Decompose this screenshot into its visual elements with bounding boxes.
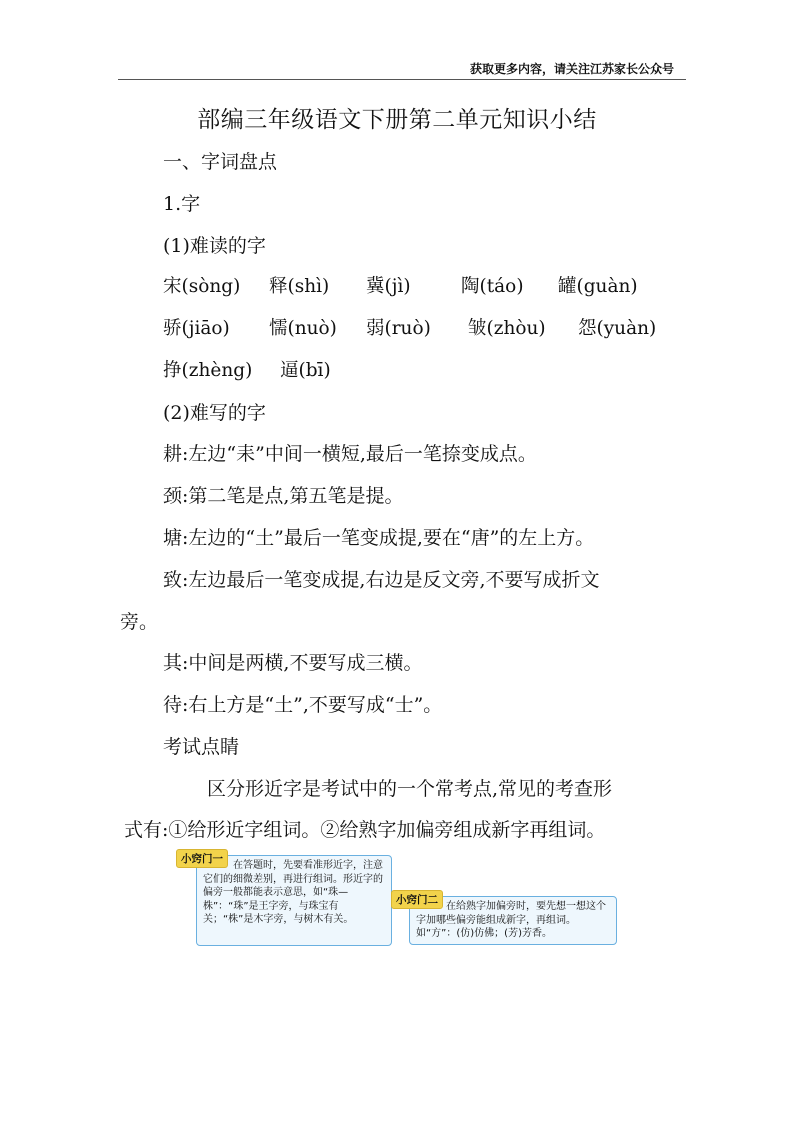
char-item: 弱(ruò) bbox=[366, 318, 431, 339]
exam-heading: 考试点睛 bbox=[163, 736, 240, 758]
page-title: 部编三年级语文下册第二单元知识小结 bbox=[197, 107, 597, 133]
hard-write-line: 其:中间是两横,不要写成三横。 bbox=[163, 652, 423, 674]
hard-write-line: 致:左边最后一笔变成提,右边是反文旁,不要写成折文 bbox=[163, 569, 600, 591]
char-item: 陶(táo) bbox=[461, 276, 524, 297]
char-item: 皱(zhòu) bbox=[468, 318, 546, 339]
hard-write-line: 塘:左边的“土”最后一笔变成提,要在“唐”的左上方。 bbox=[163, 527, 595, 549]
char-item: 罐(guàn) bbox=[558, 276, 638, 297]
tip-box-1 bbox=[196, 855, 392, 946]
char-item: 懦(nuò) bbox=[269, 318, 337, 339]
exam-paragraph-line: 式有:①给形近字组词。②给熟字加偏旁组成新字再组词。 bbox=[124, 819, 606, 841]
section-heading: 一、字词盘点 bbox=[163, 151, 278, 173]
tip-tag-1: 小窍门一 bbox=[176, 849, 228, 868]
char-item: 释(shì) bbox=[269, 276, 330, 297]
hard-write-line: 耕:左边“耒”中间一横短,最后一笔捺变成点。 bbox=[163, 443, 537, 465]
char-item: 怨(yuàn) bbox=[578, 318, 657, 339]
hard-write-line: 颈:第二笔是点,第五笔是提。 bbox=[163, 485, 404, 507]
subsection-heading: 1.字 bbox=[163, 193, 201, 215]
hard-write-line: 待:右上方是“土”,不要写成“士”。 bbox=[163, 694, 443, 716]
char-item: 骄(jiāo) bbox=[163, 318, 230, 339]
hard-read-heading: (1)难读的字 bbox=[163, 235, 266, 257]
hard-write-heading: (2)难写的字 bbox=[163, 402, 266, 424]
char-item: 逼(bī) bbox=[280, 360, 331, 381]
hard-write-line: 旁。 bbox=[120, 611, 159, 633]
char-item: 冀(jì) bbox=[366, 276, 411, 297]
tip-text: 在给熟字加偏旁时，要先想一想这个字加哪些偏旁能组成新字，再组词。如“方”：(仿)仿佛；(芳)芳香。 bbox=[416, 901, 606, 939]
header-divider bbox=[118, 79, 686, 80]
char-item: 挣(zhèng) bbox=[163, 360, 253, 381]
exam-paragraph-line: 区分形近字是考试中的一个常考点,常见的考查形 bbox=[207, 778, 613, 800]
char-item: 宋(sòng) bbox=[163, 276, 241, 297]
header-note: 获取更多内容，请关注江苏家长公众号 bbox=[469, 62, 674, 76]
tip-text: 在答题时，先要看准形近字，注意它们的细微差别，再进行组词。形近字的偏旁一般都能表示意思，如“珠—株”：“珠”是王字旁，与珠宝有关；“株”是木字旁，与树木有关。 bbox=[203, 860, 383, 925]
tip-tag-2: 小窍门二 bbox=[391, 890, 443, 909]
